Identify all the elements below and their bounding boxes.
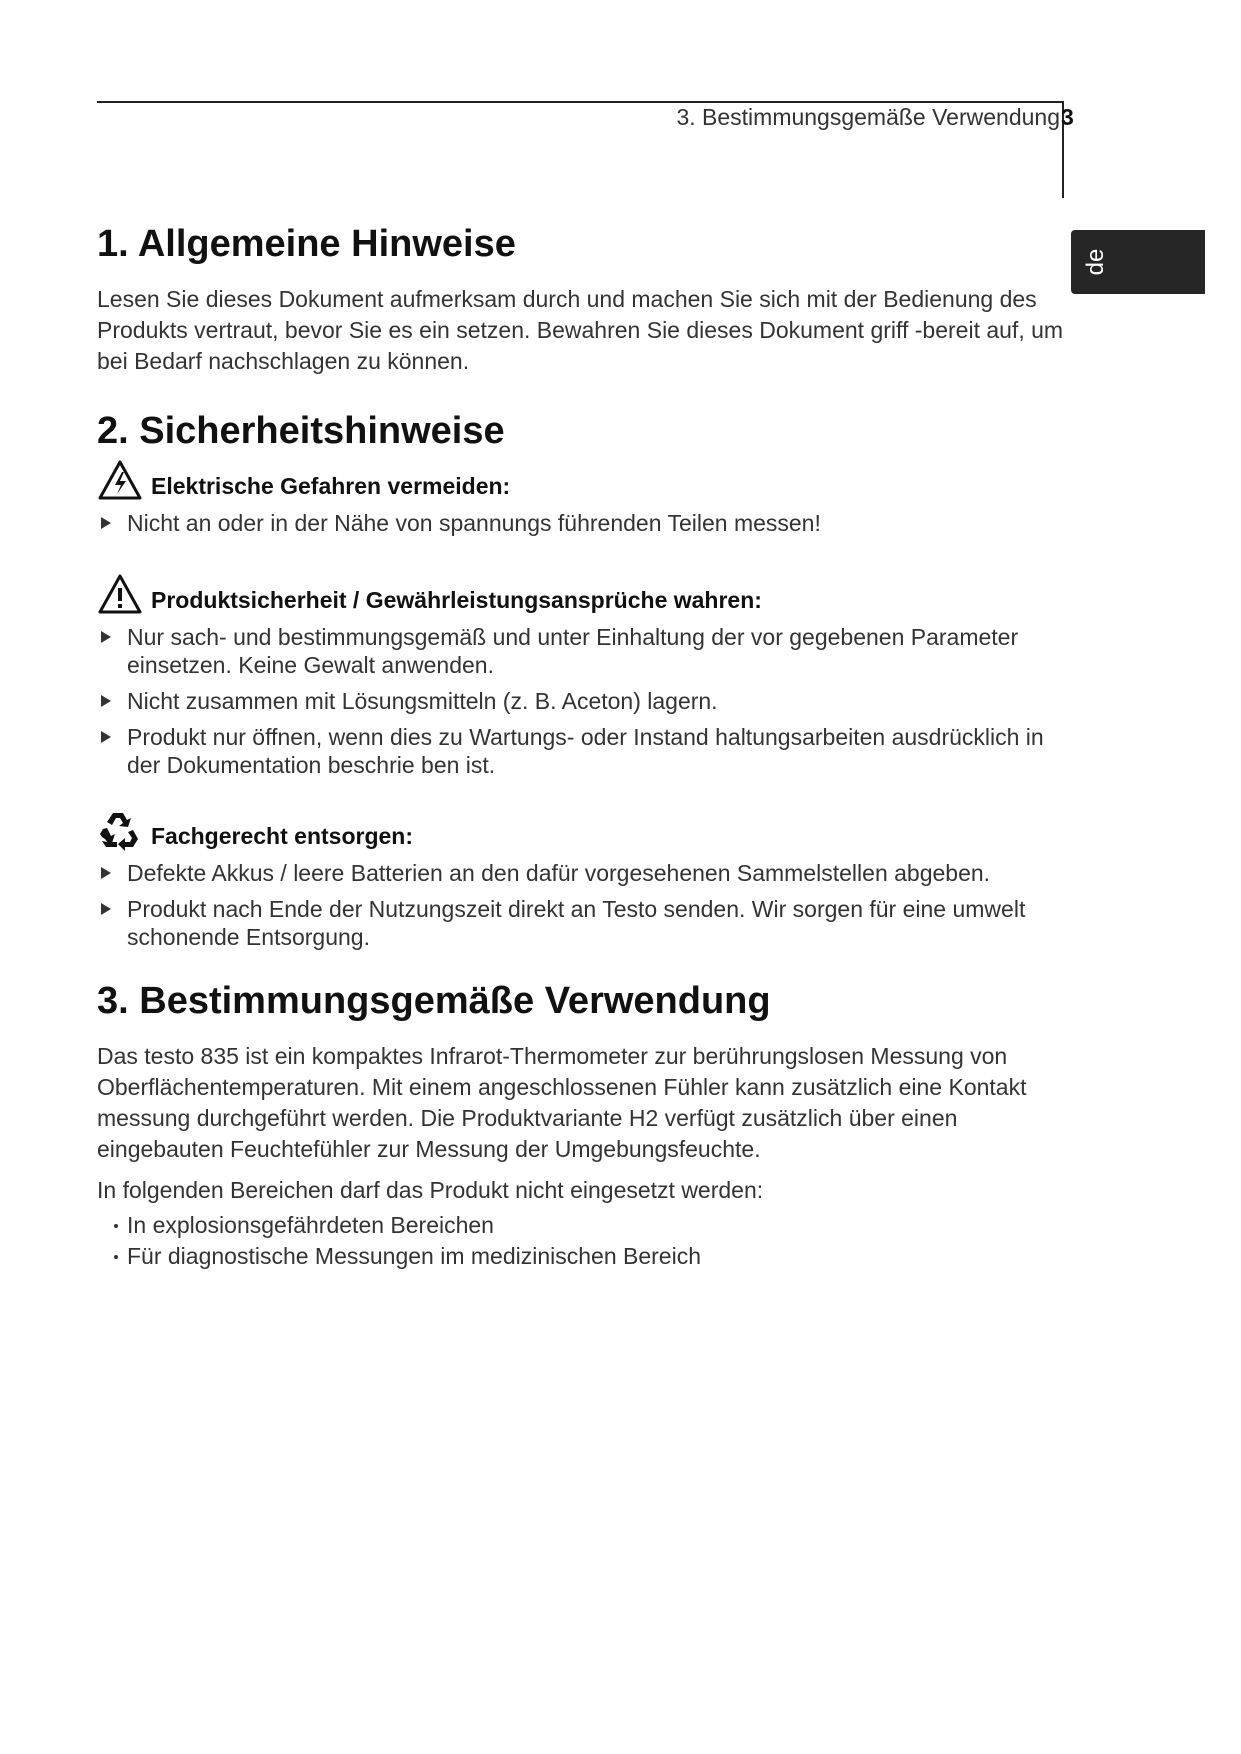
section-general-title: 1. Allgemeine Hinweise: [97, 223, 516, 265]
recycle-icon: [97, 809, 143, 851]
language-tab: [1071, 230, 1205, 294]
bullet-triangle-icon: [101, 867, 111, 879]
bullet-triangle-icon: [101, 731, 111, 743]
list-item: Defekte Akkus / leere Batterien an den dafür vorgesehenen Sammelstellen abgeben.: [97, 859, 1067, 887]
section-general-text: Lesen Sie dieses Dokument aufmerksam durch und machen Sie sich mit der Bedienung des Produkts vertraut, bevor Sie es ein setzen. Bewahren Sie dieses Dokument griff -bereit auf, um bei Bedarf nachschlagen zu können.: [97, 286, 1064, 374]
language-tab-label: de: [1082, 248, 1109, 276]
hazard-product-title: Produktsicherheit / Gewährleistungsansprüche wahren:: [151, 587, 762, 613]
section-intended-use: [97, 977, 1067, 1272]
hazard-electrical-title: Elektrische Gefahren vermeiden:: [151, 473, 511, 499]
hazard-electrical-list: [97, 509, 1067, 537]
electrical-hazard-icon: [97, 459, 143, 501]
hazard-product-list: [97, 623, 1067, 779]
list-item: Produkt nur öffnen, wenn dies zu Wartungs- oder Instand haltungsarbeiten ausdrücklich in der Dokumentation beschrie ben ist.: [97, 723, 1067, 779]
bullet-dot-icon: [114, 1224, 118, 1228]
list-item: In explosionsgefährdeten Bereichen: [97, 1210, 1067, 1241]
warning-icon: [97, 573, 143, 615]
restriction-list: [97, 1210, 1067, 1272]
bullet-triangle-icon: [101, 517, 111, 529]
hazard-electrical: [97, 459, 1067, 537]
restriction-intro: In folgenden Bereichen darf das Produkt nicht eingesetzt werden:: [97, 1177, 764, 1203]
page-number: 3: [1061, 104, 1074, 130]
bullet-triangle-icon: [101, 695, 111, 707]
running-title: 3. Bestimmungsgemäße Verwendung: [676, 104, 1060, 130]
header-rule: [97, 101, 1063, 103]
hazard-disposal-header: [97, 809, 1067, 851]
hazard-product-safety: [97, 573, 1067, 779]
hazard-disposal: [97, 809, 1067, 951]
hazard-disposal-title: Fachgerecht entsorgen:: [151, 823, 413, 849]
section-safety: [97, 407, 1067, 951]
hazard-product-header: [97, 573, 1067, 615]
list-item: Nicht an oder in der Nähe von spannungs führenden Teilen messen!: [97, 509, 1067, 537]
list-item: Nur sach- und bestimmungsgemäß und unter Einhaltung der vor gegebenen Parameter einsetzen. Keine Gewalt anwenden.: [97, 623, 1067, 679]
page-content: [97, 220, 1067, 1302]
bullet-dot-icon: [114, 1255, 118, 1259]
list-item: Nicht zusammen mit Lösungsmitteln (z. B. Aceton) lagern.: [97, 687, 1067, 715]
hazard-electrical-header: [97, 459, 1067, 501]
section-general: [97, 220, 1067, 377]
list-item: Für diagnostische Messungen im medizinischen Bereich: [97, 1241, 1067, 1272]
section-intended-use-title: 3. Bestimmungsgemäße Verwendung: [97, 980, 771, 1022]
section-intended-use-text: Das testo 835 ist ein kompaktes Infrarot-Thermometer zur berührungslosen Messung von Oberflächentemperaturen. Mit einem angeschlossenen Fühler kann zusätzlich eine Kontakt messung durchgeführt werden. Die Produktvariante H2 verfügt zusätzlich über einen eingebauten Feuchtefühler zur Messung der Umgebungsfeuchte.: [97, 1043, 1027, 1162]
list-item: Produkt nach Ende der Nutzungszeit direkt an Testo senden. Wir sorgen für eine umwelt schonende Entsorgung.: [97, 895, 1067, 951]
hazard-disposal-list: [97, 859, 1067, 951]
bullet-triangle-icon: [101, 903, 111, 915]
section-safety-title: 2. Sicherheitshinweise: [97, 410, 505, 452]
bullet-triangle-icon: [101, 631, 111, 643]
